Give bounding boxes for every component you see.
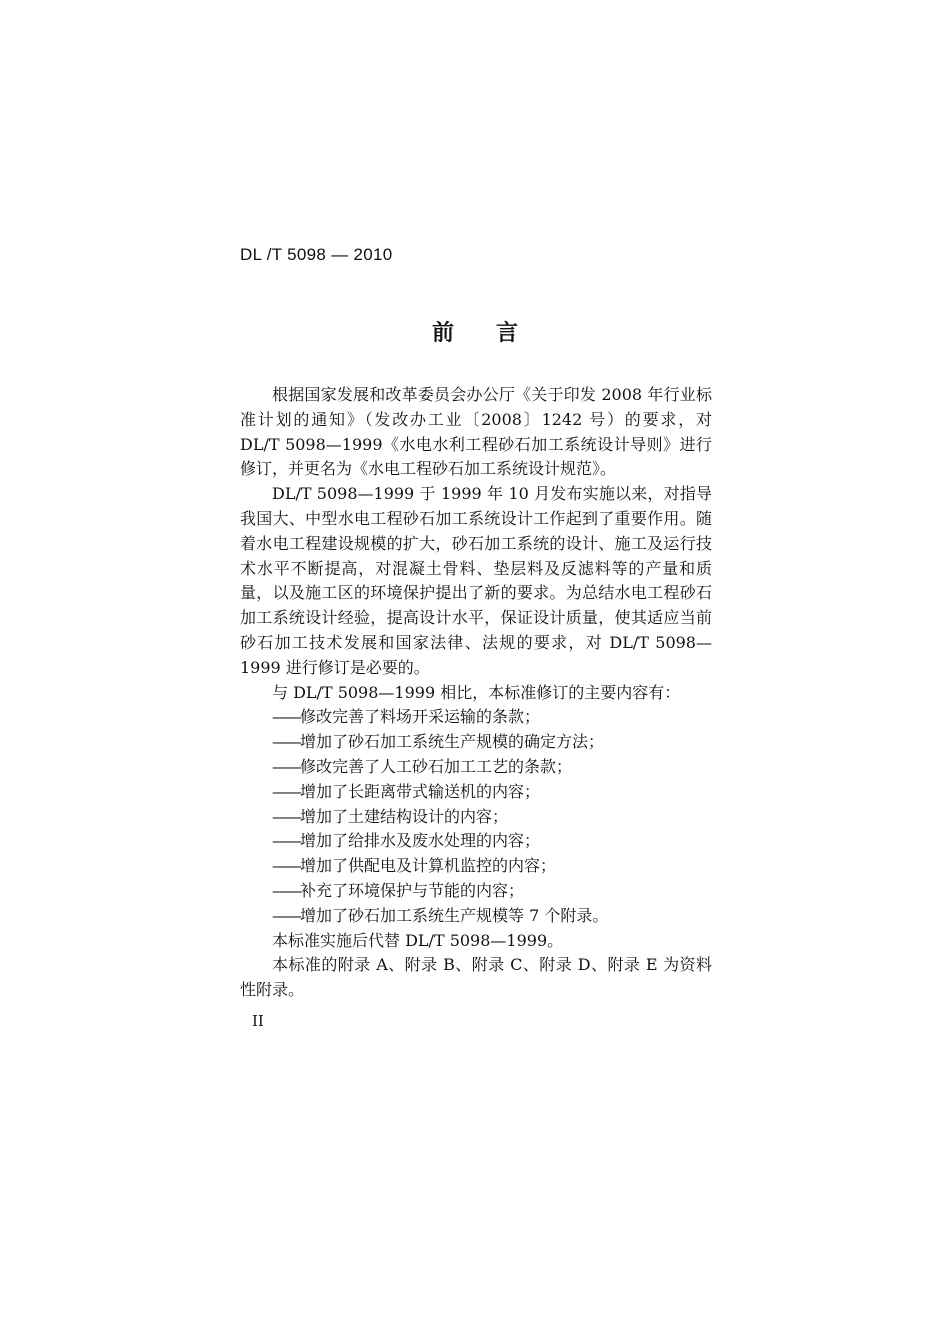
page-title: 前言 (431, 321, 560, 346)
list-item-text: 增加了砂石加工系统生产规模的确定方法； (300, 732, 605, 752)
dash-marker: —— (272, 732, 300, 752)
list-item (240, 705, 712, 730)
list-item (240, 904, 712, 929)
changes-list (240, 705, 712, 928)
paragraph-3: 与 DL/T 5098—1999 相比，本标准修订的主要内容有： (272, 682, 681, 702)
dash-marker: —— (272, 831, 300, 851)
list-item-text: 增加了长距离带式输送机的内容； (300, 781, 541, 801)
dash-marker: —— (272, 707, 300, 727)
dash-marker: —— (272, 806, 300, 826)
dash-marker: —— (272, 880, 300, 900)
page-number: II (252, 1012, 264, 1030)
list-item-text: 增加了给排水及废水处理的内容； (300, 831, 541, 851)
list-item-text: 增加了供配电及计算机监控的内容； (300, 856, 557, 876)
list-item-text: 增加了砂石加工系统生产规模等 7 个附录。 (300, 905, 609, 925)
paragraph-appendix: 本标准的附录 A、附录 B、附录 C、附录 D、附录 E 为资料性附录。 (240, 955, 712, 1000)
paragraph-2: DL/T 5098—1999 于 1999 年 10 月发布实施以来，对指导我国大、中型水电工程砂石加工系统设计工作起到了重要作用。随着水电工程建设规模的扩大，砂石加工系统的设计、施工及运行技术水平不断提高，对混凝土骨料、垫层料及反滤料等的产量和质量，以及施工区的环境保护提出了新的要求。为总结水电工程砂石加工系统设计经验，提高设计水平，保证设计质量，使其适应当前砂石加工技术发展和国家法律、法规的要求，对 DL/T 5098—1999 进行修订是必要的。 (240, 484, 712, 677)
paragraph-1: 根据国家发展和改革委员会办公厅《关于印发 2008 年行业标准计划的通知》（发改办工业〔2008〕1242 号）的要求，对 DL/T 5098—1999《水电水利工程砂石加工系统设计导则》进行修订，并更名为《水电工程砂石加工系统设计规范》。 (240, 385, 712, 479)
document-code: DL /T 5098 — 2010 (240, 245, 393, 264)
list-item-text: 增加了土建结构设计的内容； (300, 806, 509, 826)
dash-marker: —— (272, 856, 300, 876)
dash-marker: —— (272, 781, 300, 801)
list-item (240, 780, 712, 805)
list-item (240, 730, 712, 755)
preface-body (240, 383, 712, 1003)
list-item-text: 修改完善了料场开采运输的条款； (300, 707, 541, 727)
list-item-text: 修改完善了人工砂石加工工艺的条款； (300, 756, 573, 776)
list-item (240, 805, 712, 830)
list-item (240, 854, 712, 879)
list-item-text: 补充了环境保护与节能的内容； (300, 880, 525, 900)
paragraph-replacement: 本标准实施后代替 DL/T 5098—1999。 (272, 930, 564, 950)
list-item (240, 829, 712, 854)
list-item (240, 879, 712, 904)
list-item (240, 755, 712, 780)
dash-marker: —— (272, 756, 300, 776)
dash-marker: —— (272, 905, 300, 925)
